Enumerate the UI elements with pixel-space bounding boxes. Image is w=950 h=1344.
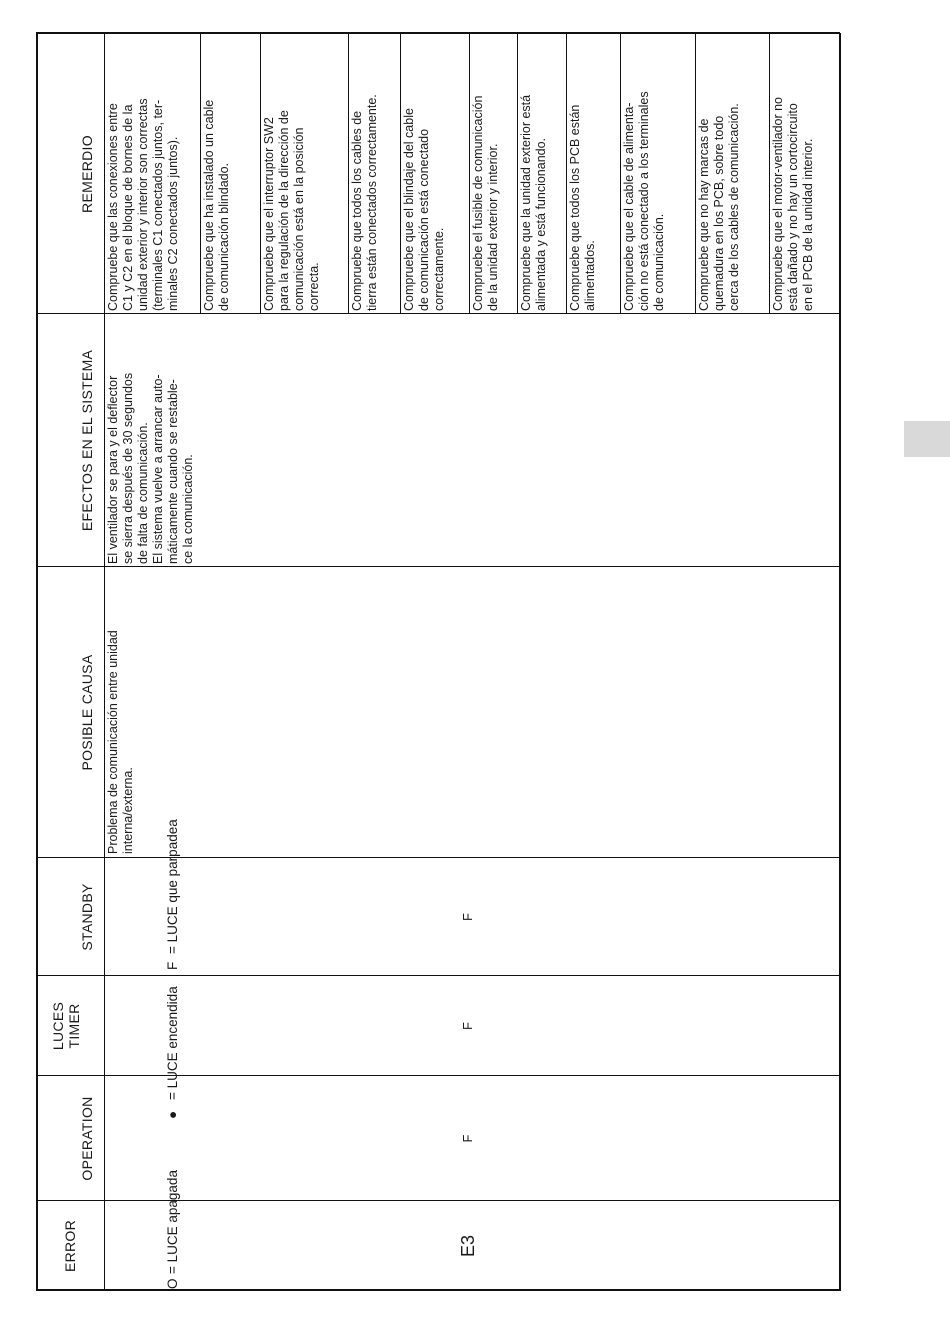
operation-light-state: F [460, 1134, 475, 1143]
remedy-item: Compruebe que el motor-ventilador no está dañado y no hay un cortocircuito en el PCB de la unidad interior. [771, 96, 815, 311]
remedy-item: Compruebe que no hay marcas de quemadura en los PCB, sobre todo cerca de los cables de comunicación. [697, 103, 741, 311]
legend-on-text: = LUCE encendida [165, 986, 180, 1100]
header-possible-cause: POSIBLE CAUSA [79, 654, 95, 771]
header-operation: OPERATION [79, 1096, 95, 1181]
legend-flash-text: = LUCE que parpadea [165, 819, 180, 954]
legend-off-text: = LUCE apagada [165, 1170, 180, 1274]
remedy-item: Compruebe que el interruptor SW2 para la regulación de la dirección de comunicación está en la posición correcta. [262, 110, 321, 311]
remedy-item: Compruebe que las conexiones entre C1 y C2 en el bloque de bornes de la unidad exterior y interior son correctas (terminales C1 conectados juntos, ter- minales C2 conectados juntos). [106, 98, 180, 311]
timer-light-state: F [460, 1022, 475, 1030]
header-standby: STANDBY [79, 883, 95, 951]
system-effects-text: El ventilador se para y el deflector se sierra después de 30 segundos de falta de comunicación. El sistema vuelve a arrancar auto- máticamente cuando se restable- ce la comunicación. [106, 372, 195, 564]
remedy-item: Compruebe que el blindaje del cable de comunicación está conectado correctamente. [402, 108, 446, 311]
remedy-item: Compruebe el fusible de comunicación de la unidad exterior y interior. [471, 95, 500, 311]
possible-cause-text: Problema de comunicación entre unidad interna/externa. [106, 630, 135, 854]
remedy-item: Compruebe que todos los cables de tierra están conectados correctamente. [350, 94, 379, 311]
remedy-item: Compruebe que ha instalado un cable de comunicación blindado. [202, 99, 231, 311]
legend-off-symbol: O [165, 1278, 180, 1289]
standby-light-state: F [460, 913, 475, 921]
header-timer: TIMER [66, 1003, 82, 1049]
legend-flash-symbol: F [165, 961, 180, 970]
header-system-effects: EFECTOS EN EL SISTEMA [79, 349, 95, 532]
remedy-item: Compruebe que la unidad exterior está alimentada y está funcionando. [519, 94, 548, 311]
remedy-item: Compruebe que todos los PCB están alimentados. [568, 104, 597, 311]
header-lights-group: LUCES [50, 1001, 66, 1051]
header-remedy: REMERDIO [79, 135, 95, 213]
legend-on-symbol: ● [165, 1110, 180, 1119]
header-error: ERROR [62, 1219, 78, 1273]
error-code-cell: E3 [458, 1234, 478, 1258]
remedy-item: Compruebe que el cable de alimenta- ción no está conectado a los terminales de comunicación. [622, 91, 666, 311]
